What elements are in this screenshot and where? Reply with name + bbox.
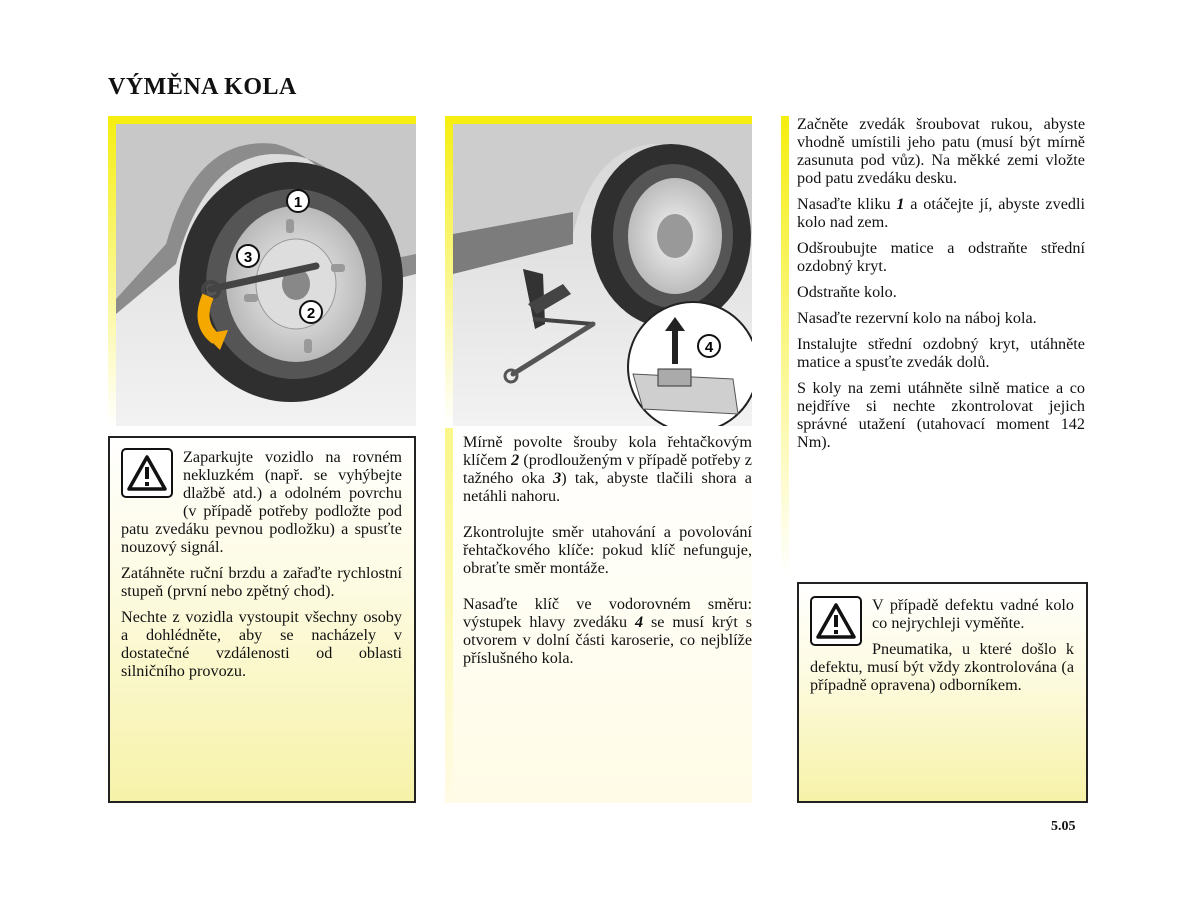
- instructions-middle: [463, 433, 752, 675]
- yellow-accent-bar: [108, 116, 416, 124]
- paragraph-loosen-bolts: Mírně povolte šrouby kola řehtačkovým klíčem 2 (prodlouženým v případě potřeby z tažného oka 3) tak, abyste tlačili shora a netáhli nahoru.: [463, 433, 752, 505]
- paragraph-remove-nuts: Odšroubujte matice a odstraňte střední ozdobný kryt.: [797, 239, 1085, 275]
- page-number: 5.05: [1051, 819, 1076, 834]
- yellow-accent-bar: [445, 116, 453, 426]
- wheel-wrench-illustration: [116, 124, 416, 426]
- callout-4: 4: [704, 339, 714, 356]
- warning-box-puncture: [797, 582, 1088, 803]
- paragraph-install-cover: Instalujte střední ozdobný kryt, utáhněte matice a spusťte zvedák dolů.: [797, 335, 1085, 371]
- warning-paragraph: Zaparkujte vozidlo na rovném nekluzkém (např. se vyhýbejte dlažbě atd.) a odolném povrchu (v případě potřeby podložte pod patu zvedáku pevnou podložku) a spusťte nouzový signál.: [121, 448, 402, 556]
- paragraph-place-jack: Nasaďte klíč ve vodorovném směru: výstupek hlavy zvedáku 4 se musí krýt s otvorem v dolní části karoserie, co nejblíže příslušného kola.: [463, 595, 753, 667]
- paragraph-jack-hand: Začněte zvedák šroubovat rukou, abyste vhodně umístili jeho patu (musí být mírně zasunuta pod vůz). Na měkké zemi vložte pod patu zvedáku desku.: [797, 115, 1085, 187]
- warning-paragraph: V případě defektu vadné kolo co nejrychleji vyměňte.: [872, 596, 1074, 632]
- paragraph-check-direction: Zkontrolujte směr utahování a povolování řehtačkového klíče: pokud klíč nefunguje, obraťte směr montáže.: [463, 523, 752, 577]
- warning-paragraph: Zatáhněte ruční brzdu a zařaďte rychlostní stupeň (první nebo zpětný chod).: [121, 564, 402, 600]
- callout-2: 2: [306, 305, 316, 322]
- yellow-accent-bar: [445, 116, 752, 124]
- jack-illustration: [453, 124, 752, 426]
- warning-box-parking: [108, 436, 416, 803]
- warning-triangle-icon: [810, 596, 862, 646]
- yellow-accent-bar: [108, 116, 116, 426]
- callout-1: 1: [293, 194, 303, 211]
- paragraph-fit-spare: Nasaďte rezervní kolo na náboj kola.: [797, 309, 1037, 327]
- warning-paragraph: Nechte z vozidla vystoupit všechny osoby a dohlédněte, aby se nacházely v dostatečné vzdálenosti od oblasti silničního provozu.: [121, 608, 402, 680]
- paragraph-tighten: S koly na zemi utáhněte silně matice a co nejdříve si nechte zkontrolovat jejich správné utažení (utahovací moment 142 Nm).: [797, 379, 1085, 451]
- callout-3: 3: [243, 249, 253, 266]
- page-title: VÝMĚNA KOLA: [108, 74, 297, 100]
- yellow-accent-bar: [445, 428, 453, 803]
- warning-triangle-icon: [121, 448, 173, 498]
- yellow-accent-bar: [781, 116, 789, 576]
- instructions-right: [797, 115, 1085, 459]
- paragraph-remove-wheel: Odstraňte kolo.: [797, 283, 897, 301]
- paragraph-crank: Nasaďte kliku 1 a otáčejte jí, abyste zvedli kolo nad zem.: [797, 195, 1085, 231]
- warning-paragraph: Pneumatika, u které došlo k defektu, musí být vždy zkontrolována (a případně opravena) odborníkem.: [810, 640, 1074, 694]
